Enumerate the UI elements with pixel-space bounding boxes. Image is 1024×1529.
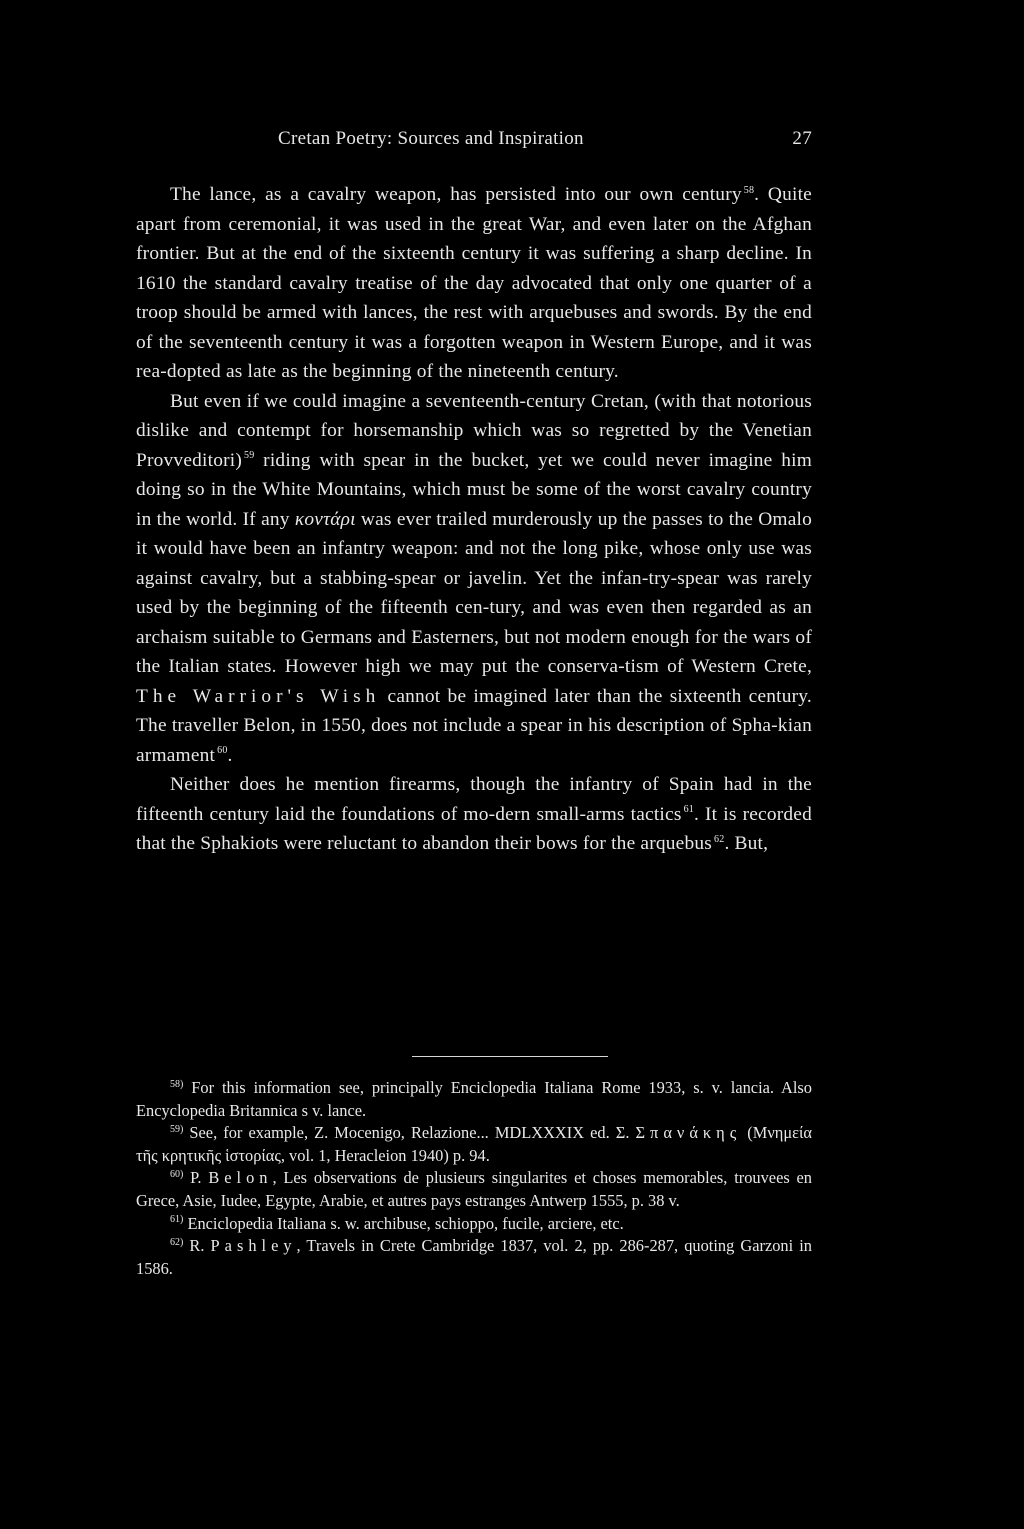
text-run: . But, <box>724 833 769 854</box>
text-run: riding with spear in the bucket, yet we could never imagine him doing so in the White Mountains, which must be some of the worst cavalry country in the world. If any <box>136 449 812 530</box>
footnote-ref: 61 <box>683 804 694 816</box>
footnote-text: R. <box>183 1236 211 1256</box>
footnote-text: , Les observations de plusieurs singularites et choses memorables, trouvees en Grece, Asie, Iudee, Egypte, Arabie, et autres pays estranges Antwerp 1555, p. 38 v. <box>136 1168 812 1210</box>
text-run: was ever trailed murderously up the passes to the Omalo it would have been an infantry weapon: and not the long pike, whose only use was against cavalry, but a stabbing-spear or javelin. Yet the infan-try-spear was rarely used by the beginning of the fifteenth cen-tury, and was even then regarded as an archaism suitable to Germans and Easterners, but not modern enough for the wars of the Italian states. However high we may put the conserva-tism of Western Crete, <box>136 508 812 677</box>
footnote-mark: 61) <box>170 1214 184 1226</box>
footnote-separator <box>412 1056 608 1057</box>
author-name: Belon <box>208 1168 273 1188</box>
footnote-ref: 62 <box>714 833 725 845</box>
footnote-text: (Μνημεία τῆς κρητικῆς ἱστορίας, vol. 1, Heracleion 1940) p. 94. <box>136 1123 812 1165</box>
footnote <box>136 1235 812 1280</box>
greek-word: κοντάρι <box>294 508 356 530</box>
running-title: Cretan Poetry: Sources and Inspiration <box>278 128 584 149</box>
text-run: But even if we could imagine a seventeenth-century Cretan, (with that notorious dislike and contempt for horsemanship which was so regretted by the Venetian Provveditori) <box>136 390 812 471</box>
footnote-mark: 62) <box>170 1236 184 1248</box>
main-text <box>136 180 812 859</box>
footnote-text: , Travels in Crete Cambridge 1837, vol. 2, pp. 286-287, quoting Garzoni in 1586. <box>136 1236 813 1278</box>
footnote-ref: 58 <box>743 184 755 196</box>
paragraph <box>136 770 812 859</box>
footnote-text: For this information see, principally Enciclopedia Italiana Rome 1933, s. v. lancia. Also Encyclopedia Britannica s v. lance. <box>136 1078 812 1120</box>
footnote-text: Enciclopedia Italiana s. w. archibuse, schioppo, fucile, arciere, etc. <box>183 1213 624 1233</box>
footnote-ref: 60 <box>217 745 228 757</box>
text-run: cannot be imagined later than the sixteenth century. The traveller Belon, in 1550, does not include a spear in his description of Spha-kian armament <box>136 685 812 766</box>
text-run: . Quite apart from ceremonial, it was used in the great War, and even later on the Afghan frontier. But at the end of the sixteenth century it was suffering a sharp decline. In 1610 the standard cavalry treatise of the day advocated that only one quarter of a troop should be armed with lances, the rest with arquebuses and swords. By the end of the seventeenth century it was a forgotten weapon in Western Europe, and it was rea-dopted as late as the beginning of the nineteenth century. <box>136 184 812 382</box>
page-number: 27 <box>792 128 812 149</box>
running-header <box>136 128 812 158</box>
footnote-mark: 59) <box>170 1123 184 1135</box>
paragraph <box>136 387 812 771</box>
footnote <box>136 1077 812 1122</box>
author-name: Σπανάκης <box>635 1123 742 1143</box>
paragraph <box>136 180 812 387</box>
footnote-mark: 58) <box>170 1078 184 1090</box>
text-run: . It is recorded that the Sphakiots were reluctant to abandon their bows for the arquebus <box>136 803 812 854</box>
work-title: The Warrior's Wish <box>136 685 381 707</box>
footnote-ref: 59 <box>244 450 255 462</box>
author-name: Pashley <box>210 1236 297 1256</box>
footnote <box>136 1122 812 1167</box>
footnote-mark: 60) <box>170 1168 184 1180</box>
text-run: The lance, as a cavalry weapon, has persisted into our own century <box>170 184 742 205</box>
text-run: . <box>227 744 233 766</box>
footnote <box>136 1213 812 1236</box>
footnotes <box>136 1077 812 1280</box>
footnote <box>136 1167 812 1212</box>
text-run: Neither does he mention firearms, though the infantry of Spain had in the fifteenth century laid the foundations of mo-dern small-arms tactics <box>136 774 812 825</box>
footnote-text: P. <box>183 1168 209 1188</box>
footnote-text: See, for example, Z. Mocenigo, Relazione... MDLXXXIX ed. Σ. <box>183 1123 636 1143</box>
